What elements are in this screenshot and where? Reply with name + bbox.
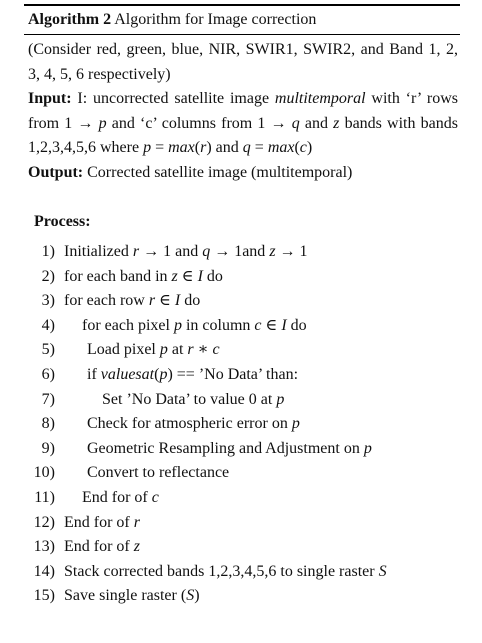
step-number: 4) <box>41 316 55 334</box>
math-symbol: p <box>291 415 300 433</box>
math-symbol: q <box>291 114 300 132</box>
output-section <box>24 161 460 186</box>
step-line <box>24 388 460 413</box>
text-segment: Save single raster ( <box>64 587 187 605</box>
text-segment: Load pixel <box>87 341 160 359</box>
output-label: Output: <box>28 163 84 181</box>
math-symbol: p <box>276 390 285 408</box>
step-line <box>24 289 460 314</box>
input-section <box>24 87 460 161</box>
step-line <box>24 560 460 585</box>
text-segment: ( <box>194 139 201 156</box>
math-symbol: p <box>98 114 107 132</box>
text-segment: and ‘c’ columns from 1 → <box>106 114 292 132</box>
step-number: 5) <box>41 341 55 359</box>
text-segment: = <box>151 139 169 156</box>
text-segment: ∗ <box>193 341 213 359</box>
caption-rule <box>24 34 460 35</box>
step-text <box>64 560 387 585</box>
band-note: (Consider red, green, blue, NIR, SWIR1, SWIR2, and Band 1, 2, 3, 4, 5, 6 respectively) <box>28 41 458 83</box>
text-segment: ( <box>154 365 160 383</box>
math-symbol: p <box>159 341 168 359</box>
math-symbol: c <box>299 139 307 156</box>
math-symbol: z <box>269 243 276 260</box>
math-symbol: z <box>133 538 140 556</box>
math-symbol: r <box>133 513 140 531</box>
text-segment: Check for atmospheric error on <box>87 415 292 433</box>
text-segment: for each band in <box>64 267 172 285</box>
step-line <box>24 584 460 609</box>
math-symbol: S <box>378 562 387 580</box>
math-symbol: max <box>267 139 295 156</box>
math-symbol: r <box>187 341 194 359</box>
text-segment: Geometric Resampling and Adjustment on <box>87 439 364 457</box>
text-segment: ( <box>294 139 300 156</box>
text-segment: for each row <box>64 292 149 310</box>
step-text <box>87 338 220 363</box>
text-segment: End for of <box>64 538 134 556</box>
math-symbol: I <box>174 292 181 310</box>
step-number: 8) <box>41 415 55 433</box>
step-number: 1) <box>41 243 55 260</box>
input-text <box>28 90 458 156</box>
math-symbol: p <box>173 316 182 334</box>
step-number: 15) <box>33 587 55 605</box>
text-segment: in column <box>181 316 255 334</box>
text-segment: → 1 <box>275 243 308 260</box>
step-number: 14) <box>33 562 55 580</box>
step-text <box>82 314 307 339</box>
math-symbol: I <box>197 267 203 285</box>
text-segment: do <box>202 267 223 285</box>
math-symbol: r <box>200 139 207 156</box>
step-line <box>24 437 460 462</box>
step-text <box>87 437 372 462</box>
text-segment: if <box>87 365 101 383</box>
step-number: 13) <box>33 538 55 556</box>
step-number: 2) <box>41 267 55 285</box>
step-line <box>24 486 460 511</box>
input-text-content <box>28 90 458 156</box>
math-symbol: S <box>186 587 195 605</box>
text-segment: ∈ <box>261 316 282 334</box>
text-segment: → 1 and <box>139 243 203 260</box>
text-segment: Initialized <box>64 243 133 260</box>
step-text <box>64 535 140 560</box>
text-segment: do <box>180 292 201 310</box>
text-segment: Stack corrected bands 1,2,3,4,5,6 to single raster <box>64 562 379 580</box>
step-text <box>64 289 200 314</box>
step-line <box>24 461 460 486</box>
math-symbol: valuesat <box>100 365 155 383</box>
math-symbol: q <box>202 243 211 260</box>
process-steps <box>24 240 460 609</box>
math-symbol: c <box>212 341 220 359</box>
text-segment: End for of <box>64 513 134 531</box>
step-text <box>87 461 229 486</box>
algorithm-title: Algorithm for Image correction <box>114 11 317 28</box>
step-text <box>102 388 284 413</box>
text-segment: ) == ’No Data’ than: <box>167 365 299 383</box>
section-gap <box>24 185 460 210</box>
text-segment: Set ’No Data’ to value 0 at <box>102 390 277 408</box>
step-line <box>24 338 460 363</box>
text-segment: → 1and <box>210 243 270 260</box>
step-text <box>64 584 200 609</box>
step-text <box>87 363 298 388</box>
math-symbol: c <box>151 488 159 506</box>
text-segment: and <box>299 114 334 132</box>
step-text <box>64 511 140 536</box>
algorithm-label: Algorithm 2 <box>28 11 112 28</box>
step-number: 10) <box>33 464 55 482</box>
step-text <box>87 412 300 437</box>
text-segment: do <box>286 316 307 334</box>
math-symbol: z <box>333 114 340 132</box>
math-symbol: max <box>168 139 195 156</box>
step-line <box>24 412 460 437</box>
step-text <box>64 265 223 290</box>
math-symbol: c <box>254 316 262 334</box>
step-number: 3) <box>41 292 55 310</box>
math-symbol: p <box>143 139 152 156</box>
math-symbol: r <box>148 292 156 310</box>
text-segment: ) <box>194 587 200 605</box>
text-segment: with ‘r’ rows from 1 → <box>28 90 459 132</box>
step-number: 12) <box>33 513 55 531</box>
math-symbol: multitemporal <box>274 90 366 107</box>
step-line <box>24 314 460 339</box>
text-segment: ) <box>306 139 313 156</box>
text-segment: = <box>250 139 268 156</box>
step-text <box>82 486 159 511</box>
text-segment: ∈ <box>177 267 198 285</box>
math-symbol: I <box>281 316 287 334</box>
text-segment: for each pixel <box>82 316 174 334</box>
step-line <box>24 240 460 265</box>
process-label: Process: <box>34 213 91 230</box>
math-symbol: r <box>132 243 140 260</box>
step-text <box>64 240 308 265</box>
step-line <box>24 363 460 388</box>
text-segment: I: uncorrected satellite image <box>77 90 275 107</box>
algorithm-block <box>24 4 460 609</box>
input-label: Input: <box>28 90 72 107</box>
text-segment: Convert to reflectance <box>87 464 230 482</box>
math-symbol: p <box>363 439 372 457</box>
step-line <box>24 511 460 536</box>
step-line <box>24 535 460 560</box>
step-line <box>24 265 460 290</box>
step-number: 11) <box>34 488 55 506</box>
output-text: Corrected satellite image (multitemporal) <box>87 163 353 181</box>
step-number: 7) <box>41 390 55 408</box>
math-symbol: p <box>159 365 168 383</box>
text-segment: End for of <box>82 488 152 506</box>
algorithm-caption <box>24 6 460 34</box>
text-segment: ) and <box>206 139 243 156</box>
math-symbol: q <box>242 139 251 156</box>
text-segment: ∈ <box>155 292 175 310</box>
step-number: 6) <box>41 365 55 383</box>
step-number: 9) <box>41 439 55 457</box>
text-segment: at <box>167 341 188 359</box>
text-segment: bands with bands 1,2,3,4,5,6 where <box>28 114 458 156</box>
math-symbol: z <box>171 267 178 285</box>
